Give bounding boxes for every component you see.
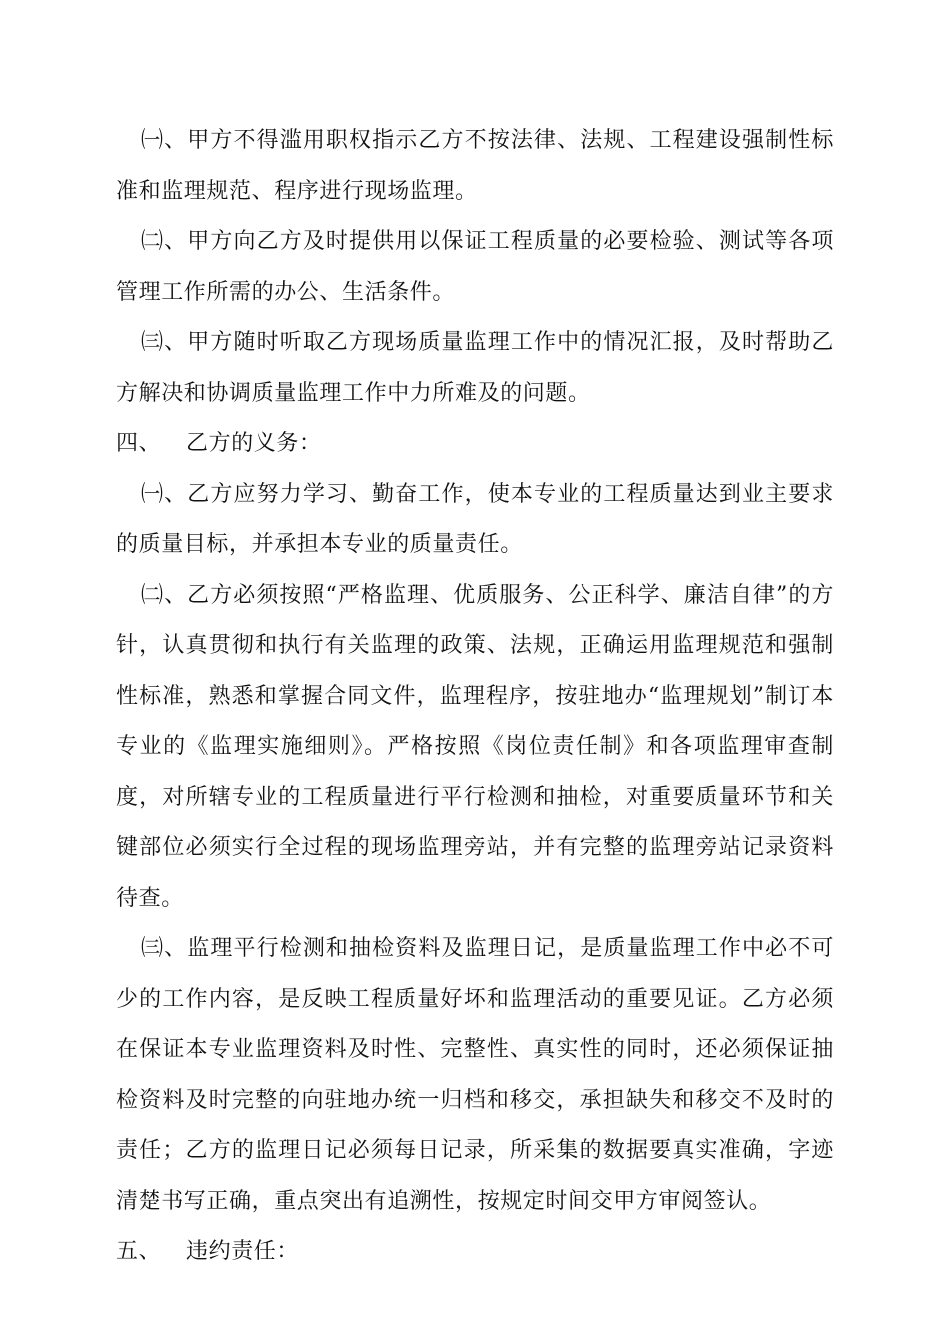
clause-3-2: ㈡、甲方向乙方及时提供用以保证工程质量的必要检验、测试等各项管理工作所需的办公、生活条件。	[116, 229, 834, 305]
section-5-title: 违约责任：	[186, 1239, 300, 1264]
document-body	[116, 116, 834, 1278]
clause-4-2: ㈡、乙方必须按照“严格监理、优质服务、公正科学、廉洁自律”的方针，认真贯彻和执行有关监理的政策、法规，正确运用监理规范和强制性标准，熟悉和掌握合同文件，监理程序，按驻地办“监理规划”制订本专业的《监理实施细则》。严格按照《岗位责任制》和各项监理审查制度，对所辖专业的工程质量进行平行检测和抽检，对重要质量环节和关键部位必须实行全过程的现场监理旁站，并有完整的监理旁站记录资料待查。	[116, 582, 834, 911]
clause-4-1: ㈠、乙方应努力学习、勤奋工作，使本专业的工程质量达到业主要求的质量目标，并承担本专业的质量责任。	[116, 481, 834, 557]
clause-3-1: ㈠、甲方不得滥用职权指示乙方不按法律、法规、工程建设强制性标准和监理规范、程序进行现场监理。	[116, 128, 834, 204]
section-4-heading	[116, 419, 834, 470]
clause-3-3: ㈢、甲方随时听取乙方现场质量监理工作中的情况汇报，及时帮助乙方解决和协调质量监理工作中力所难及的问题。	[116, 330, 834, 406]
section-4-number: 四、	[116, 431, 162, 456]
clause-4-3: ㈢、监理平行检测和抽检资料及监理日记，是质量监理工作中必不可少的工作内容，是反映工程质量好坏和监理活动的重要见证。乙方必须在保证本专业监理资料及时性、完整性、真实性的同时，还必须保证抽检资料及时完整的向驻地办统一归档和移交，承担缺失和移交不及时的责任；乙方的监理日记必须每日记录，所采集的数据要真实准确，字迹清楚书写正确，重点突出有追溯性，按规定时间交甲方审阅签认。	[116, 936, 834, 1214]
section-4-title: 乙方的义务：	[186, 431, 322, 456]
section-5-number: 五、	[116, 1239, 162, 1264]
section-5-heading	[116, 1227, 834, 1278]
